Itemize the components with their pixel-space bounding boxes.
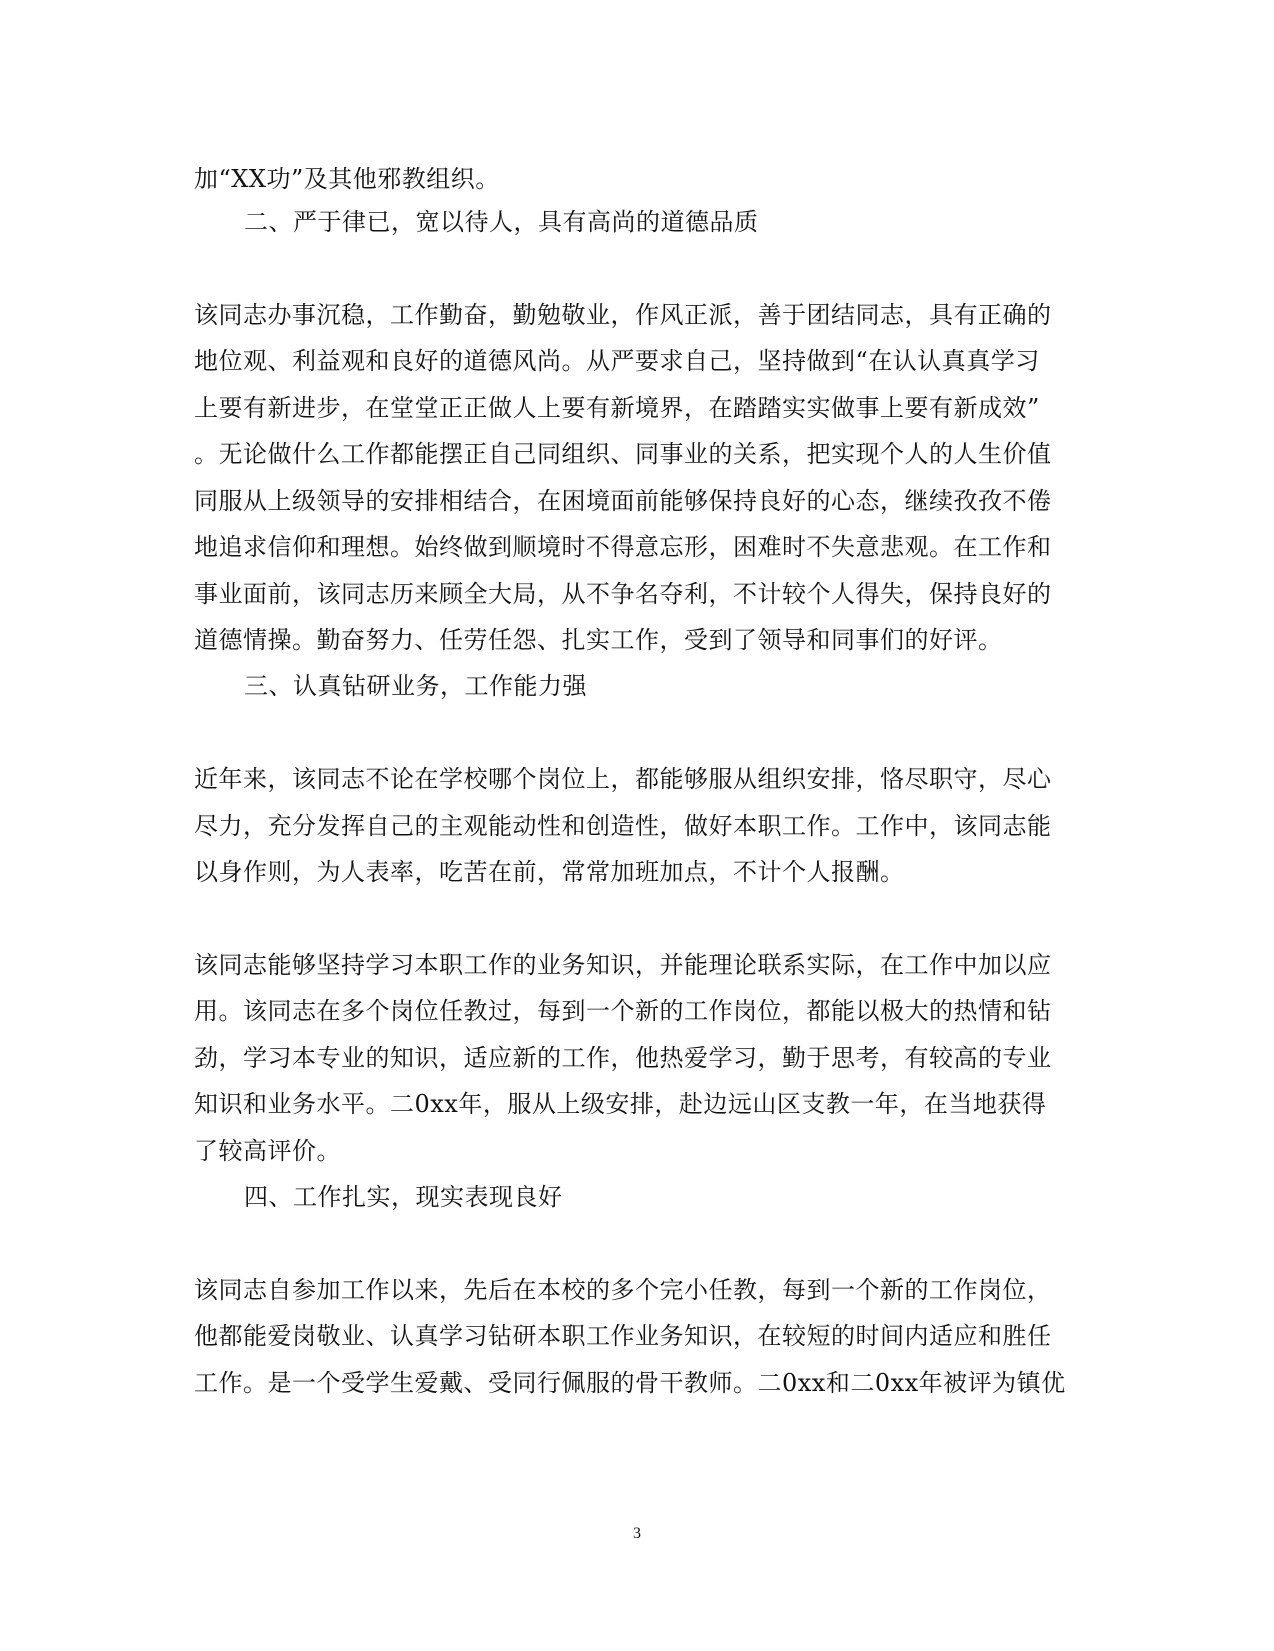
text-line: 事业面前，该同志历来顾全大局，从不争名夺利，不计较个人得失，保持良好的 (194, 580, 1052, 608)
text-line: 道德情操。勤奋努力、任劳任怨、扎实工作，受到了领导和同事们的好评。 (194, 626, 1003, 654)
text-line: 加“XX功”及其他邪教组织。 (194, 165, 500, 193)
text-line: 同服从上级领导的安排相结合，在困境面前能够保持良好的心态，继续孜孜不倦 (194, 487, 1052, 515)
text-line: 该同志自参加工作以来，先后在本校的多个完小任教，每到一个新的工作岗位， (194, 1276, 1052, 1304)
section-heading: 四、工作扎实，现实表现良好 (244, 1183, 563, 1211)
text-line: 尽力，充分发挥自己的主观能动性和创造性，做好本职工作。工作中，该同志能 (194, 812, 1052, 840)
text-line: 工作。是一个受学生爱戴、受同行佩服的骨干教师。二0xx和二0xx年被评为镇优 (194, 1369, 1066, 1397)
text-line: 以身作则，为人表率，吃苦在前，常常加班加点，不计个人报酬。 (194, 858, 905, 886)
section-heading: 三、认真钻研业务，工作能力强 (244, 672, 587, 700)
text-line: 了较高评价。 (194, 1137, 341, 1165)
text-line: 用。该同志在多个岗位任教过，每到一个新的工作岗位，都能以极大的热情和钻 (194, 997, 1052, 1025)
text-line: 近年来，该同志不论在学校哪个岗位上，都能够服从组织安排，恪尽职守，尽心 (194, 765, 1052, 793)
section-heading: 二、严于律已，宽以待人，具有高尚的道德品质 (244, 208, 759, 236)
text-line: 上要有新进步，在堂堂正正做人上要有新境界，在踏踏实实做事上要有新成效” (194, 394, 1040, 422)
text-line: 该同志能够坚持学习本职工作的业务知识，并能理论联系实际，在工作中加以应 (194, 951, 1052, 979)
text-line: 劲，学习本专业的知识，适应新的工作，他热爱学习，勤于思考，有较高的专业 (194, 1044, 1052, 1072)
text-line: 地位观、利益观和良好的道德风尚。从严要求自己，坚持做到“在认认真真学习 (194, 347, 1040, 375)
text-line: 地追求信仰和理想。始终做到顺境时不得意忘形，困难时不失意悲观。在工作和 (194, 533, 1052, 561)
text-line: 该同志办事沉稳，工作勤奋，勤勉敬业，作风正派，善于团结同志，具有正确的 (194, 301, 1052, 329)
text-line: 知识和业务水平。二0xx年，服从上级安排，赴边远山区支教一年，在当地获得 (194, 1090, 1047, 1118)
page-number: 3 (633, 1525, 641, 1542)
text-line: 。无论做什么工作都能摆正自己同组织、同事业的关系，把实现个人的人生价值 (194, 440, 1052, 468)
text-line: 他都能爱岗敬业、认真学习钻研本职工作业务知识，在较短的时间内适应和胜任 (194, 1322, 1052, 1350)
